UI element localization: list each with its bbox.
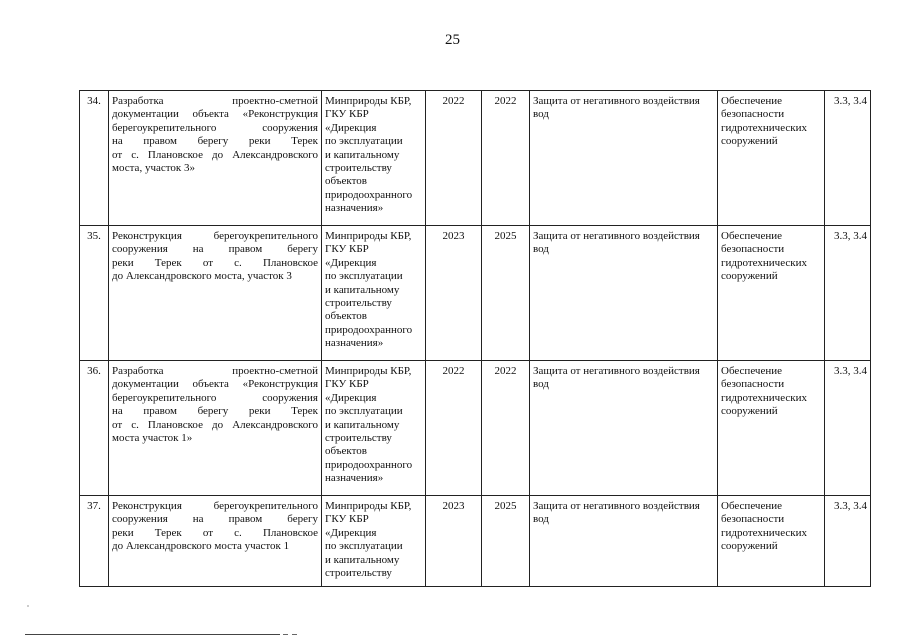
end-year: 2022: [482, 91, 530, 226]
table-row: [80, 226, 871, 361]
executor: [322, 361, 426, 496]
executor-line: объектов: [325, 445, 367, 458]
executor-line: по эксплуатации: [325, 270, 403, 283]
related-tasks: 3.3, 3.4: [825, 361, 871, 496]
measures-table: [79, 90, 871, 587]
executor-line: ГКУ КБР: [325, 513, 369, 526]
executor-line: и капитальному: [325, 283, 400, 296]
measure-name: [109, 91, 322, 226]
name-line: реки Терек от с. Плановское: [112, 256, 318, 269]
footnote-rule: [25, 634, 280, 635]
executor-line: по эксплуатации: [325, 135, 403, 148]
row-number: 37.: [80, 496, 109, 587]
scan-speck: [27, 605, 29, 607]
name-line: на правом берегу реки Терек: [112, 405, 318, 418]
name-line: моста, участок 3»: [112, 162, 195, 175]
executor-line: объектов: [325, 175, 367, 188]
name-line: до Александровского моста, участок 3: [112, 270, 292, 283]
name-line: на правом берегу реки Терек: [112, 135, 318, 148]
executor-line: объектов: [325, 310, 367, 323]
start-year: 2023: [426, 226, 482, 361]
name-line: от с. Плановское до Александровского: [112, 418, 318, 431]
name-line: берегоукрепительного сооружения: [112, 391, 318, 404]
table-row: [80, 91, 871, 226]
executor: [322, 91, 426, 226]
name-line: документации объекта «Реконструкция: [112, 108, 318, 121]
row-number: 34.: [80, 91, 109, 226]
related-tasks: 3.3, 3.4: [825, 226, 871, 361]
executor-line: «Дирекция: [325, 121, 377, 134]
end-year: 2025: [482, 496, 530, 587]
name-line: реки Терек от с. Плановское: [112, 526, 318, 539]
executor-line: ГКУ КБР: [325, 378, 369, 391]
start-year: 2023: [426, 496, 482, 587]
row-number: 35.: [80, 226, 109, 361]
executor-line: строительству: [325, 432, 392, 445]
related-tasks: 3.3, 3.4: [825, 91, 871, 226]
name-line: до Александровского моста участок 1: [112, 540, 290, 553]
executor-line: природоохранного: [325, 188, 413, 201]
executor-line: ГКУ КБР: [325, 108, 369, 121]
executor-line: Минприроды КБР,: [325, 230, 412, 242]
row-number: 36.: [80, 361, 109, 496]
start-year: 2022: [426, 91, 482, 226]
executor-line: природоохранного: [325, 458, 413, 471]
end-year: 2022: [482, 361, 530, 496]
executor-line: строительству: [325, 162, 392, 175]
expected-result: Обеспечение безопасности гидротехнических сооружений: [718, 226, 825, 361]
expected-result: Обеспечение безопасности гидротехнических сооружений: [718, 496, 825, 587]
executor-line: «Дирекция: [325, 256, 377, 269]
executor-line: Минприроды КБР,: [325, 500, 412, 512]
executor: [322, 496, 426, 587]
executor-line: ГКУ КБР: [325, 243, 369, 256]
name-line: сооружения на правом берегу: [112, 513, 318, 526]
executor-line: строительству: [325, 297, 392, 310]
table-row: [80, 496, 871, 587]
expected-result: Обеспечение безопасности гидротехнических сооружений: [718, 91, 825, 226]
executor-line: Минприроды КБР,: [325, 365, 412, 377]
name-line: берегоукрепительного сооружения: [112, 121, 318, 134]
measure-name: [109, 361, 322, 496]
name-line: сооружения на правом берегу: [112, 243, 318, 256]
executor-line: «Дирекция: [325, 526, 377, 539]
executor-line: и капитальному: [325, 553, 400, 566]
expected-result: Обеспечение безопасности гидротехнических сооружений: [718, 361, 825, 496]
executor-line: Минприроды КБР,: [325, 95, 412, 107]
name-line: Разработка проектно-сметной: [112, 365, 318, 377]
name-line: документации объекта «Реконструкция: [112, 378, 318, 391]
footnote-dash: [283, 634, 288, 635]
start-year: 2022: [426, 361, 482, 496]
name-line: моста участок 1»: [112, 432, 193, 445]
page-number: 25: [445, 32, 460, 48]
name-line: от с. Плановское до Александровского: [112, 148, 318, 161]
executor-line: по эксплуатации: [325, 540, 403, 553]
table-body: [80, 91, 871, 587]
executor-line: и капитальному: [325, 418, 400, 431]
direction: Защита от негативного воздействия вод: [530, 91, 718, 226]
end-year: 2025: [482, 226, 530, 361]
name-line: Реконструкция берегоукрепительного: [112, 500, 318, 512]
direction: Защита от негативного воздействия вод: [530, 226, 718, 361]
executor: [322, 226, 426, 361]
executor-line: назначения»: [325, 472, 384, 485]
direction: Защита от негативного воздействия вод: [530, 361, 718, 496]
name-line: Разработка проектно-сметной: [112, 95, 318, 107]
related-tasks: 3.3, 3.4: [825, 496, 871, 587]
executor-line: природоохранного: [325, 323, 413, 336]
executor-line: назначения»: [325, 337, 384, 350]
executor-line: «Дирекция: [325, 391, 377, 404]
executor-line: и капитальному: [325, 148, 400, 161]
footnote-dash: [292, 634, 297, 635]
executor-line: по эксплуатации: [325, 405, 403, 418]
table-row: [80, 361, 871, 496]
measure-name: [109, 226, 322, 361]
measure-name: [109, 496, 322, 587]
executor-line: назначения»: [325, 202, 384, 215]
direction: Защита от негативного воздействия вод: [530, 496, 718, 587]
name-line: Реконструкция берегоукрепительного: [112, 230, 318, 242]
executor-line: строительству: [325, 567, 392, 580]
